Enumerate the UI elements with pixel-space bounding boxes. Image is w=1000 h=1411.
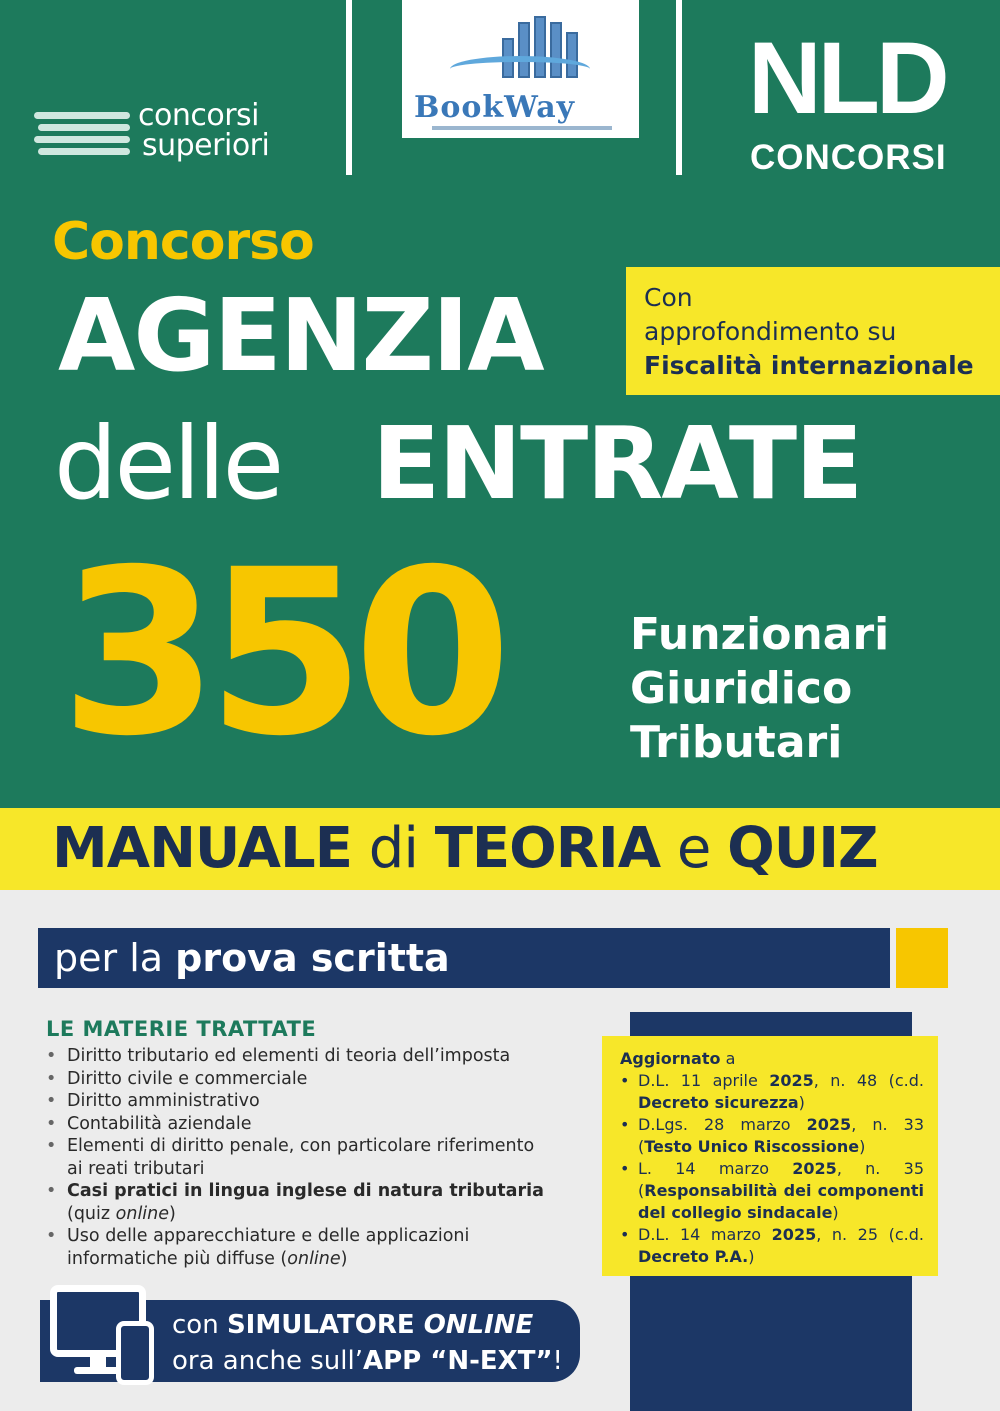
subject-item	[46, 1180, 546, 1225]
subjects-title: LE MATERIE TRATTATE	[46, 1017, 317, 1041]
subject-item	[46, 1225, 546, 1270]
bookway-tagline-bar	[432, 126, 612, 130]
subject-text: Diritto tributario ed elementi di teoria dell’imposta	[67, 1046, 511, 1066]
subjects-list	[46, 1045, 546, 1270]
prova-emphasis: prova scritta	[175, 936, 450, 980]
bookway-swoosh-icon	[450, 56, 590, 82]
book-stack-icon	[38, 148, 130, 155]
simulator-line-2: ora anche sull’APP “N-EXT”!	[172, 1346, 563, 1376]
brand-line-2: superiori	[142, 128, 270, 163]
subject-text: Contabilità aziendale	[67, 1113, 252, 1134]
role-line: Tributari	[630, 717, 843, 768]
prova-scritta-bar	[38, 928, 948, 988]
prova-accent-block	[890, 928, 948, 988]
updates-list	[620, 1070, 924, 1268]
manuale-heading	[52, 814, 878, 884]
subject-text: Diritto amministrativo	[67, 1091, 260, 1111]
update-item: • D.Lgs. 28 marzo 2025, n. 33 (Testo Unico Riscossione)	[620, 1114, 924, 1158]
update-item: • D.L. 11 aprile 2025, n. 48 (c.d. Decreto sicurezza)	[620, 1070, 924, 1114]
subject-item	[46, 1135, 546, 1180]
update-item: • L. 14 marzo 2025, n. 35 (Responsabilità dei componenti del collegio sindacale)	[620, 1158, 924, 1224]
book-stack-icon	[34, 136, 130, 143]
smartphone-icon	[116, 1321, 154, 1385]
prova-scritta-text	[54, 934, 450, 982]
quiz-word: QUIZ	[727, 816, 878, 881]
role-line: Funzionari	[630, 609, 890, 660]
updates-title	[620, 1048, 924, 1070]
concorsi-superiori-logo	[34, 98, 324, 164]
note-text: online	[115, 1203, 170, 1224]
title-delle: delle	[54, 405, 282, 522]
subject-text: Elementi di diritto penale, con particolare riferimento ai reati tributari	[67, 1136, 535, 1179]
bookway-watermark	[402, 0, 639, 138]
updates-box	[602, 1036, 938, 1276]
subject-text: Casi pratici in lingua inglese di natura tributaria	[67, 1181, 544, 1201]
subject-item	[46, 1068, 546, 1091]
subject-item	[46, 1045, 546, 1068]
fiscalita-callout	[626, 267, 1000, 395]
teoria-word: TEORIA	[434, 816, 661, 881]
callout-line-2: approfondimento su	[644, 317, 897, 346]
manuale-word: MANUALE	[52, 816, 352, 881]
updates-title-rest: a	[720, 1049, 736, 1068]
nld-logo: NLD	[748, 21, 946, 135]
role-line: Giuridico	[630, 663, 853, 714]
concorso-label: Concorso	[52, 212, 314, 272]
title-entrate: ENTRATE	[372, 405, 862, 522]
subject-text: Diritto civile e commerciale	[67, 1068, 308, 1089]
prova-prefix: per la	[54, 936, 176, 980]
role-title	[630, 608, 889, 770]
subject-note	[67, 1203, 546, 1226]
subject-item	[46, 1113, 546, 1136]
book-stack-icon	[38, 124, 130, 131]
bookway-text: BookWay	[414, 90, 576, 125]
monitor-base	[74, 1367, 122, 1374]
subject-item	[46, 1090, 546, 1113]
note-text: (quiz	[67, 1203, 116, 1224]
positions-number: 350	[60, 520, 500, 786]
subject-text: Uso delle apparecchiature e delle applicazioni informatiche più diffuse (	[67, 1226, 470, 1269]
nld-logo-subtitle: CONCORSI	[750, 138, 947, 177]
subject-text: )	[340, 1248, 348, 1269]
title-agenzia: AGENZIA	[58, 277, 543, 394]
manuale-connector: di	[351, 816, 435, 881]
callout-line-3: Fiscalità internazionale	[644, 351, 974, 380]
subject-text: online	[287, 1248, 341, 1269]
brand-line-1: concorsi	[138, 98, 260, 133]
computer-phone-icon	[50, 1285, 160, 1385]
book-stack-icon	[34, 112, 130, 119]
header-divider	[676, 0, 682, 175]
note-text: )	[169, 1203, 176, 1224]
header-divider	[346, 0, 352, 175]
update-item: • D.L. 14 marzo 2025, n. 25 (c.d. Decreto P.A.)	[620, 1224, 924, 1268]
simulator-line-1: con SIMULATORE ONLINE	[172, 1310, 534, 1340]
updates-title-bold: Aggiornato	[620, 1049, 721, 1068]
manuale-connector: e	[660, 816, 728, 881]
callout-line-1: Con	[644, 283, 693, 312]
